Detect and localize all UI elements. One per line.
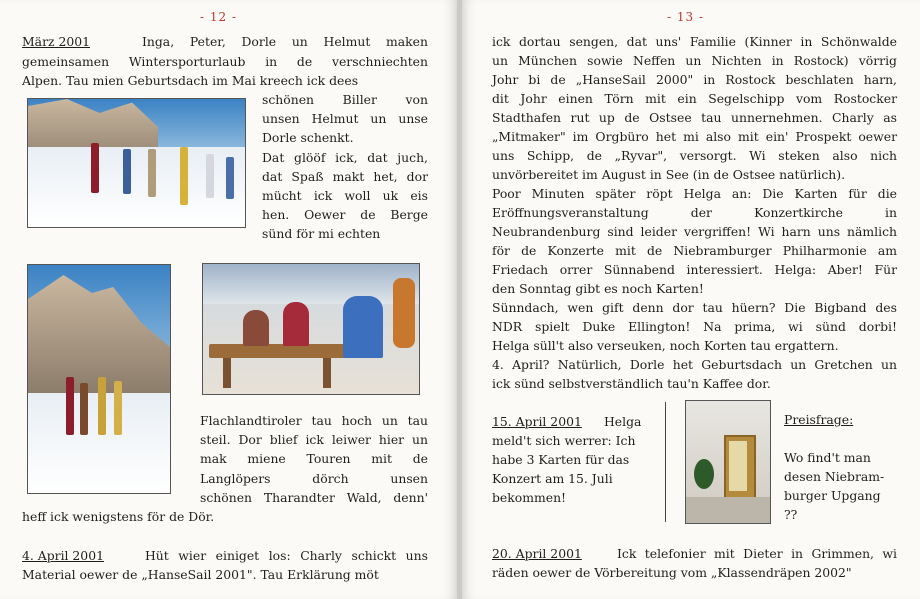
left-page (0, 0, 457, 599)
text-line: unvörbereitet im August in See (in de Ostsee natürlich). (492, 167, 846, 182)
text-line: NDR spielt Duke Ellington! Na prima, wi sünd dorbi! (492, 319, 897, 334)
text-line: Flachlandtiroler tau hoch un tau (200, 413, 428, 428)
text-line: den Sonntag gibt es noch Karten! (492, 281, 704, 296)
page-number: - 13 - (667, 10, 705, 24)
text-line: bekommen! (492, 490, 567, 505)
column-divider (665, 402, 666, 522)
text-line: 4. April? Natürlich, Dorle het Geburtsdach un Gretchen un (492, 357, 897, 372)
text-line: Sünndach, wen gift denn dor tau hüern? Die Bigband des (492, 300, 897, 315)
text-line: steil. Dor blief ick leiwer hier un (200, 432, 428, 447)
hut-lunch-photo (202, 263, 420, 395)
text-line: mak miene Touren mit de (200, 451, 428, 466)
text-line: un München sowie Neffen un Nichten in Rostock) vörrig (492, 53, 897, 68)
section-date: März 2001 (22, 34, 90, 49)
text-line: Langlöpers dörch unsen (200, 471, 428, 486)
page-number: - 12 - (200, 10, 238, 24)
text-line: Alpen. Tau mien Geburtsdach im Mai kreech ick dees (22, 73, 359, 88)
text-line: dat Spaß makt het, dor (262, 169, 428, 184)
text-line: dit Johr einen Törn mit ein Segelschipp vom Rostocker (492, 91, 897, 106)
text-line: Poor Minuten später röpt Helga an: Die Karten für die (492, 186, 897, 201)
prize-question-line: ?? (784, 507, 798, 522)
text-line: Dat glööf ick, dat juch, (262, 150, 428, 165)
section-date: 15. April 2001 (492, 414, 582, 429)
ski-group-photo (27, 98, 246, 228)
text-line: Stadthafen rut up de Ostsee tau unnernehmen. Charly as (492, 110, 897, 125)
text-line: meld't sich werrer: Ich (492, 433, 636, 448)
text-line: schönen Biller von (262, 92, 428, 107)
text-line: ick sünd selbstverständlich tau'n Kaffee dor. (492, 376, 771, 391)
right-page (462, 0, 920, 599)
section-date: 20. April 2001 (492, 546, 582, 561)
doorway-photo (685, 400, 771, 524)
text-line: schönen Tharandter Wald, denn' (200, 490, 428, 505)
prize-question-line: burger Upgang (784, 488, 881, 503)
text-line: för de Konzerte mit de Niebramburger Philharmonie am (492, 243, 897, 258)
text-line: ick dortau sengen, dat uns' Familie (Kinner in Schönwalde (492, 34, 897, 49)
text-line: „Mitmaker" im Orgbüro het mi also mit ein' Prospekt oewer (492, 129, 897, 144)
text-line: mücht ick woll uk eis (262, 188, 428, 203)
prize-question-title: Preisfrage: (784, 412, 854, 427)
text-line: Hüt wier einiget los: Charly schickt uns (145, 548, 428, 563)
text-line: Konzert am 15. Juli (492, 471, 613, 486)
ski-pair-photo (27, 264, 171, 494)
text-line: heff ick wenigstens för de Dör. (22, 509, 215, 524)
text-line: hen. Oewer de Berge (262, 207, 428, 222)
text-line: Eröffnungsveranstaltung der Konzertkirche in (492, 205, 897, 220)
text-line: Neubrandenburg sind leider vergriffen! Wi harn uns nämlich (492, 224, 897, 239)
prize-question-line: Wo find't man (784, 450, 871, 465)
text-line: Material oewer de „HanseSail 2001". Tau Erklärung möt (22, 567, 379, 582)
text-line: Helga (604, 414, 642, 429)
text-line: Inga, Peter, Dorle un Helmut maken (142, 34, 428, 49)
text-line: räden oewer de Vörbereitung vom „Klassendräpen 2002" (492, 565, 852, 580)
text-line: uns Schipp, de „Ryvar", versorgt. Wi steken also nich (492, 148, 897, 163)
text-line: gemeinsamen Wintersporturlaub in de verschniechten (22, 54, 428, 69)
text-line: Dorle schenkt. (262, 130, 354, 145)
text-line: Ick telefonier mit Dieter in Grimmen, wi (617, 546, 897, 561)
text-line: Friedach orrer Sünnabend interessiert. Helga: Aber! Für (492, 262, 897, 277)
text-line: unsen Helmut un unse (262, 111, 428, 126)
section-date: 4. April 2001 (22, 548, 104, 563)
text-line: sünd för mi echten (262, 226, 381, 241)
text-line: habe 3 Karten für das (492, 452, 630, 467)
prize-question-line: desen Niebram- (784, 469, 885, 484)
text-line: Johr bi de „HanseSail 2000" in Rostock beschlaten harn, (492, 72, 897, 87)
text-line: Helga süll't also verseuken, noch Korten tau ergattern. (492, 338, 839, 353)
